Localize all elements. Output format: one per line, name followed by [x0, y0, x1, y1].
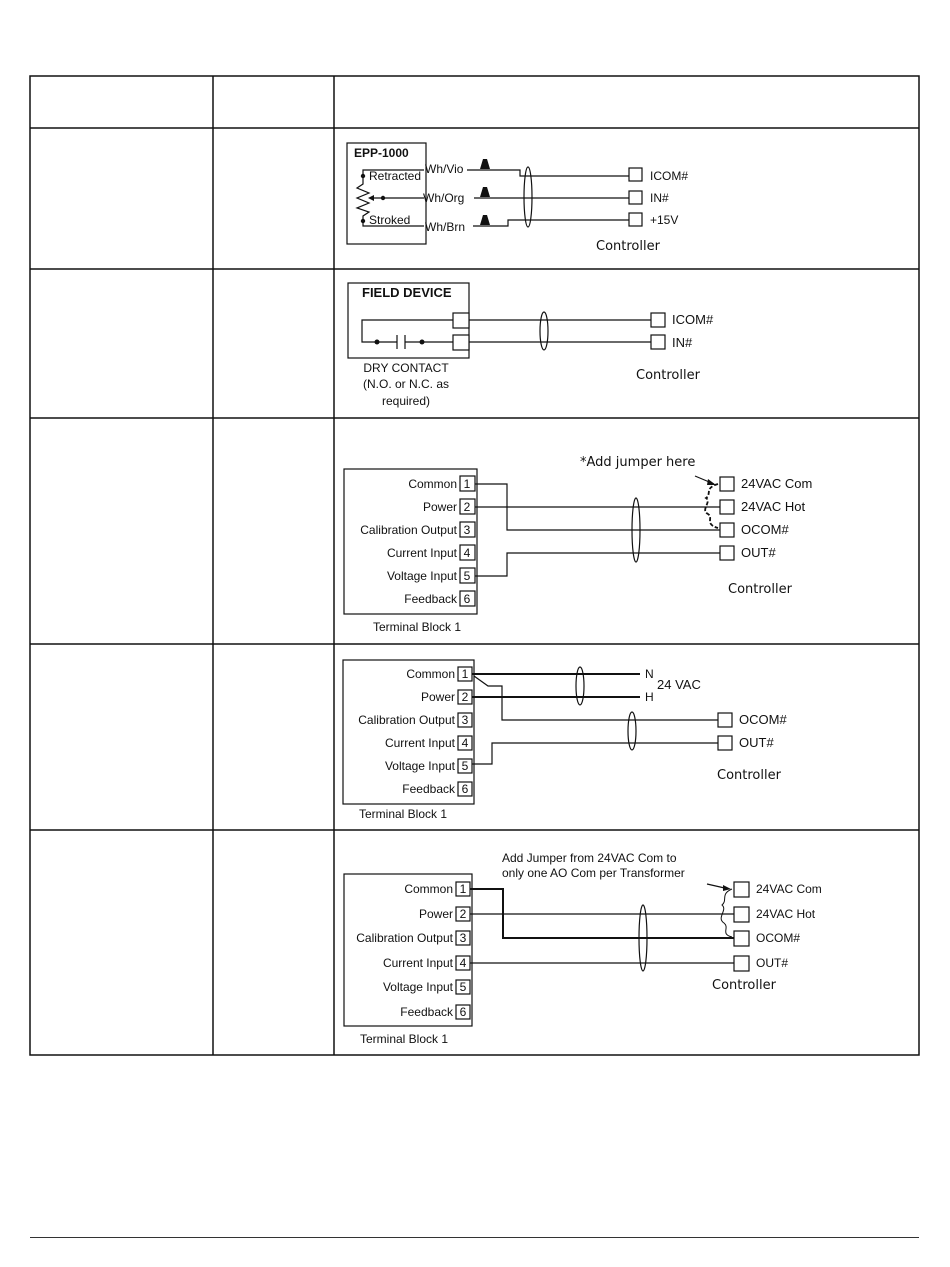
epp-device-title: EPP-1000 — [354, 146, 409, 160]
terminal-24vac-com — [720, 477, 734, 491]
controller-label: Controller — [728, 582, 792, 597]
wire-label-vio: Wh/Vio — [425, 162, 464, 176]
block-label-common: Common — [406, 667, 455, 681]
terminal-ocom — [720, 523, 734, 537]
block-label-voltage: Voltage Input — [384, 759, 455, 773]
block-label-current: Current Input — [386, 546, 457, 560]
terminal-label-24vac-hot: 24VAC Hot — [741, 499, 806, 514]
pin-number-3: 3 — [463, 523, 471, 537]
terminal-label-24vac-hot: 24VAC Hot — [756, 907, 816, 921]
diagram-field-device — [348, 283, 714, 408]
block-label-feedback: Feedback — [404, 592, 457, 606]
diagram-terminal-block-jumper — [344, 455, 812, 634]
block-label-voltage: Voltage Input — [382, 980, 453, 994]
footer-rule — [30, 1237, 919, 1238]
block-label-feedback: Feedback — [400, 1005, 453, 1019]
pin-number-6: 6 — [459, 1005, 467, 1019]
supply-neutral: N — [645, 667, 654, 681]
diagram-terminal-block-transformer — [344, 851, 822, 1046]
block-label-voltage: Voltage Input — [386, 569, 457, 583]
terminal-block-name: Terminal Block 1 — [360, 1032, 449, 1046]
terminal-out — [734, 956, 749, 971]
terminal-label-in: IN# — [650, 191, 669, 205]
terminal-block-box — [344, 874, 472, 1026]
terminal-24vac-hot — [734, 907, 749, 922]
terminal-15v — [629, 213, 642, 226]
contact-label-3: required) — [381, 394, 431, 408]
controller-label: Controller — [717, 768, 781, 783]
terminal-block-name: Terminal Block 1 — [373, 620, 462, 634]
pin-number-3: 3 — [461, 713, 469, 727]
terminal-label-ocom: OCOM# — [739, 712, 787, 727]
block-label-calibration: Calibration Output — [356, 931, 453, 945]
terminal-out — [718, 736, 732, 750]
diagram-terminal-block-24vac — [343, 660, 787, 821]
terminal-label-icom: ICOM# — [650, 169, 689, 183]
wire-label-brn: Wh/Brn — [425, 220, 466, 234]
jumper-note-line-1: Add Jumper from 24VAC Com to — [502, 851, 677, 865]
cable-shield-controller — [628, 712, 636, 750]
jumper-note-line-2: only one AO Com per Transformer — [502, 866, 685, 880]
terminal-out — [720, 546, 734, 560]
pin-number-1: 1 — [463, 477, 471, 491]
jumper-note: *Add jumper here — [580, 455, 696, 470]
terminal-ocom — [718, 713, 732, 727]
pin-number-6: 6 — [461, 782, 469, 796]
block-label-calibration: Calibration Output — [358, 713, 455, 727]
terminal-label-ocom: OCOM# — [756, 931, 801, 945]
wire-nut-3 — [480, 215, 490, 225]
terminal-icom — [629, 168, 642, 181]
terminal-label-in: IN# — [672, 335, 693, 350]
terminal-label-icom: ICOM# — [672, 312, 714, 327]
field-terminal-1 — [453, 313, 469, 328]
wire-nut-1 — [480, 159, 490, 169]
diagram-epp-1000 — [347, 143, 688, 254]
pin-number-4: 4 — [463, 546, 471, 560]
terminal-in — [651, 335, 665, 349]
block-label-current: Current Input — [382, 956, 453, 970]
epp-pin-retracted: Retracted — [369, 169, 422, 183]
block-label-calibration: Calibration Output — [360, 523, 457, 537]
terminal-label-24vac-com: 24VAC Com — [756, 882, 822, 896]
terminal-24vac-hot — [720, 500, 734, 514]
controller-label: Controller — [596, 239, 660, 254]
wire-nut-2 — [480, 187, 490, 197]
field-device-title: FIELD DEVICE — [362, 285, 452, 300]
controller-label: Controller — [636, 368, 700, 383]
terminal-block-name: Terminal Block 1 — [359, 807, 448, 821]
terminal-label-out: OUT# — [756, 956, 789, 970]
contact-label-1: DRY CONTACT — [363, 361, 449, 375]
jumper-wire — [721, 889, 732, 937]
terminal-ocom — [734, 931, 749, 946]
contact-label-2: (N.O. or N.C. as — [362, 377, 450, 391]
terminal-24vac-com — [734, 882, 749, 897]
pin-number-5: 5 — [459, 980, 467, 994]
pin-number-2: 2 — [459, 907, 467, 921]
pin-number-5: 5 — [463, 569, 471, 583]
field-terminal-2 — [453, 335, 469, 350]
block-label-common: Common — [404, 882, 453, 896]
epp-pin-stroked: Stroked — [369, 213, 411, 227]
supply-hot: H — [645, 690, 654, 704]
block-label-power: Power — [420, 690, 455, 704]
block-label-power: Power — [422, 500, 457, 514]
pin-number-2: 2 — [463, 500, 471, 514]
cable-shield-supply — [576, 667, 584, 705]
controller-label: Controller — [712, 978, 776, 993]
pin-number-4: 4 — [459, 956, 467, 970]
cable-shield — [540, 312, 548, 350]
block-label-common: Common — [408, 477, 457, 491]
pin-number-5: 5 — [461, 759, 469, 773]
terminal-label-24vac-com: 24VAC Com — [741, 476, 813, 491]
block-label-power: Power — [418, 907, 453, 921]
block-label-feedback: Feedback — [402, 782, 455, 796]
terminal-label-out: OUT# — [739, 735, 774, 750]
terminal-label-ocom: OCOM# — [741, 522, 789, 537]
terminal-label-out: OUT# — [741, 545, 776, 560]
pin-number-2: 2 — [461, 690, 469, 704]
jumper-wire — [705, 484, 718, 528]
pin-number-6: 6 — [463, 592, 471, 606]
pin-number-3: 3 — [459, 931, 467, 945]
block-label-current: Current Input — [384, 736, 455, 750]
terminal-in — [629, 191, 642, 204]
pin-number-4: 4 — [461, 736, 469, 750]
supply-voltage: 24 VAC — [657, 677, 701, 692]
pin-number-1: 1 — [461, 667, 469, 681]
wire-label-org: Wh/Org — [423, 191, 465, 205]
terminal-label-15v: +15V — [650, 213, 679, 227]
pin-number-1: 1 — [459, 882, 467, 896]
terminal-icom — [651, 313, 665, 327]
